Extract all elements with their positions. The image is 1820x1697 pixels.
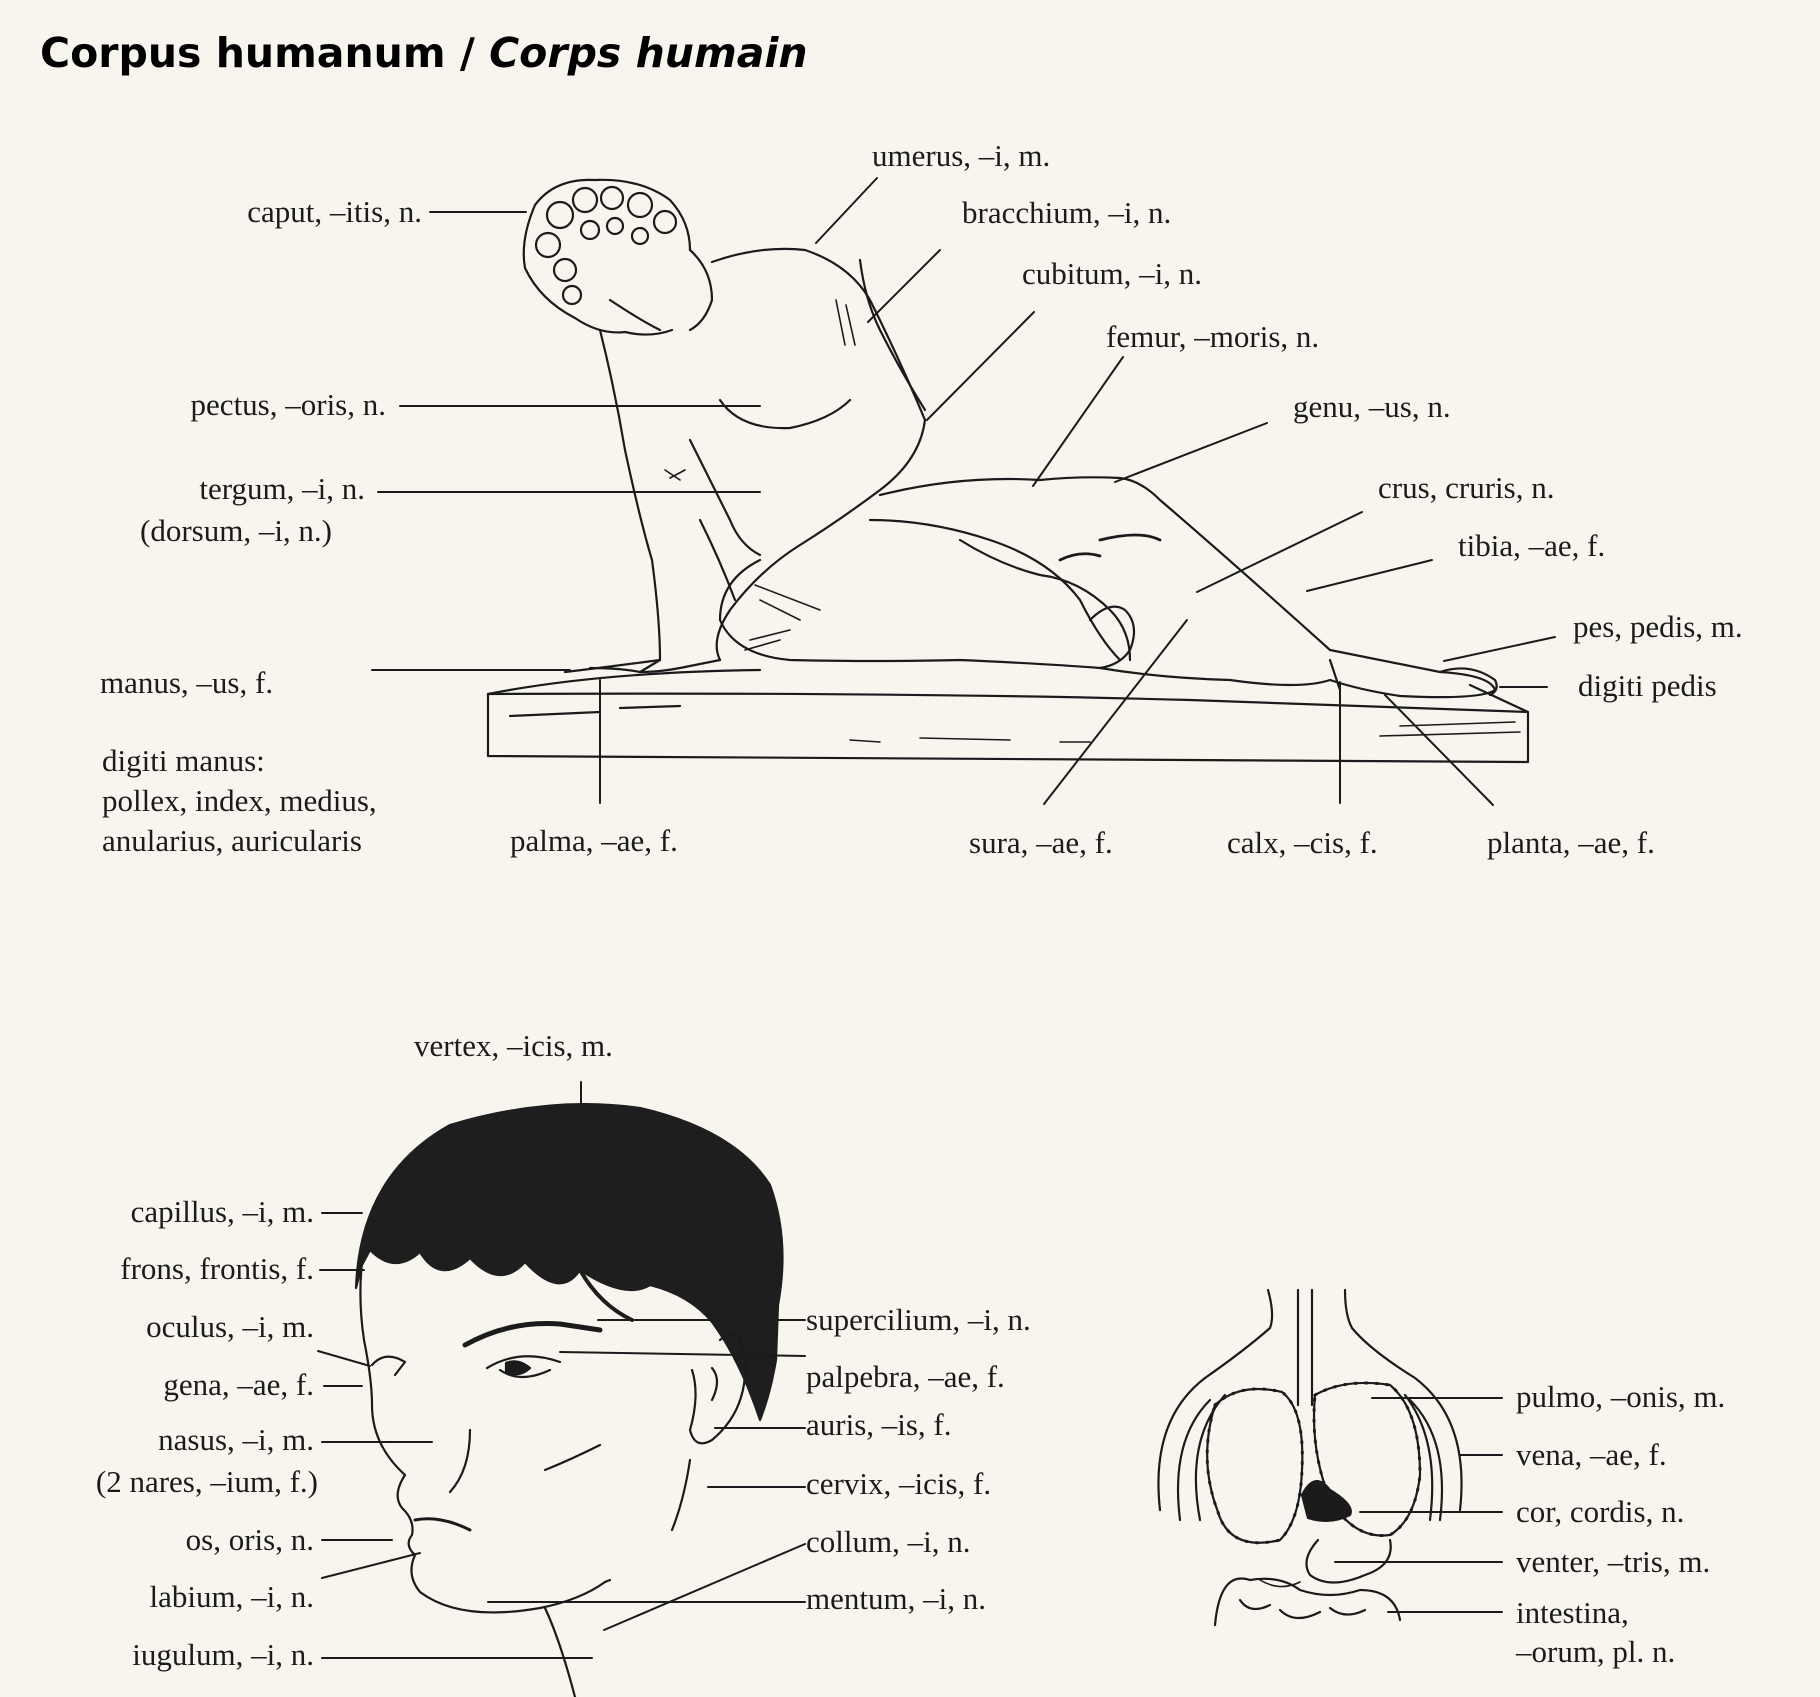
label-vena: vena, –ae, f.: [1516, 1437, 1667, 1472]
label-collum: collum, –i, n.: [806, 1524, 971, 1559]
label-dorsum: (dorsum, –i, n.): [140, 513, 333, 548]
page-title: [40, 30, 808, 77]
label-pes: pes, pedis, m.: [1573, 609, 1743, 644]
label-tergum: tergum, –i, n.: [199, 471, 365, 506]
label-palma: palma, –ae, f.: [510, 823, 678, 858]
label-bracchium: bracchium, –i, n.: [962, 195, 1172, 230]
label-cubitum: cubitum, –i, n.: [1022, 256, 1202, 291]
label-caput: caput, –itis, n.: [247, 194, 422, 229]
label-cor: cor, cordis, n.: [1516, 1494, 1685, 1529]
reclining-figure-drawing: [488, 180, 1528, 762]
organ-leader-lines: [1335, 1398, 1502, 1612]
organs-drawing: [1158, 1290, 1461, 1625]
title-french: Corps humain: [489, 29, 808, 77]
label-crus: crus, cruris, n.: [1378, 470, 1555, 505]
figure-head: [524, 180, 712, 335]
label-digiti-manus-2: pollex, index, medius,: [102, 783, 377, 818]
label-intestina-1: intestina,: [1516, 1595, 1629, 1630]
plinth: [488, 670, 1528, 762]
hair-mass: [356, 1104, 783, 1420]
label-tibia: tibia, –ae, f.: [1458, 528, 1606, 563]
label-genu: genu, –us, n.: [1293, 389, 1451, 424]
label-venter: venter, –tris, m.: [1516, 1544, 1711, 1579]
label-vertex: vertex, –icis, m.: [414, 1028, 613, 1063]
label-labium: labium, –i, n.: [149, 1579, 314, 1614]
label-iugulum: iugulum, –i, n.: [132, 1637, 314, 1672]
label-nasus: nasus, –i, m.: [158, 1422, 314, 1457]
label-digiti-manus-1: digiti manus:: [102, 743, 265, 778]
label-calx: calx, –cis, f.: [1227, 825, 1378, 860]
label-mentum: mentum, –i, n.: [806, 1581, 986, 1616]
label-nares: (2 nares, –ium, f.): [95, 1464, 318, 1499]
label-os: os, oris, n.: [185, 1522, 314, 1557]
title-separator: /: [445, 29, 490, 77]
label-digiti-pedis: digiti pedis: [1578, 668, 1717, 703]
label-intestina-2: –orum, pl. n.: [1516, 1634, 1676, 1669]
label-pulmo: pulmo, –onis, m.: [1516, 1379, 1726, 1414]
label-gena: gena, –ae, f.: [163, 1367, 314, 1402]
label-oculus: oculus, –i, m.: [146, 1309, 314, 1344]
heart: [1302, 1481, 1351, 1521]
label-planta: planta, –ae, f.: [1487, 825, 1655, 860]
figure-legs: [720, 477, 1497, 697]
label-umerus: umerus, –i, m.: [872, 138, 1051, 173]
label-auris: auris, –is, f.: [806, 1407, 952, 1442]
label-capillus: capillus, –i, m.: [130, 1194, 314, 1229]
label-digiti-manus-3: anularius, auricularis: [102, 823, 362, 858]
label-manus: manus, –us, f.: [100, 665, 274, 700]
label-femur: femur, –moris, n.: [1106, 319, 1320, 354]
figure-torso: [565, 249, 925, 672]
label-frons: frons, frontis, f.: [120, 1251, 314, 1286]
label-supercilium: supercilium, –i, n.: [806, 1302, 1031, 1337]
label-cervix: cervix, –icis, f.: [806, 1466, 992, 1501]
label-pectus: pectus, –oris, n.: [190, 387, 386, 422]
label-sura: sura, –ae, f.: [969, 825, 1113, 860]
title-latin: Corpus humanum: [40, 29, 446, 77]
head-profile-drawing: [356, 1104, 783, 1697]
label-palpebra: palpebra, –ae, f.: [806, 1359, 1005, 1394]
